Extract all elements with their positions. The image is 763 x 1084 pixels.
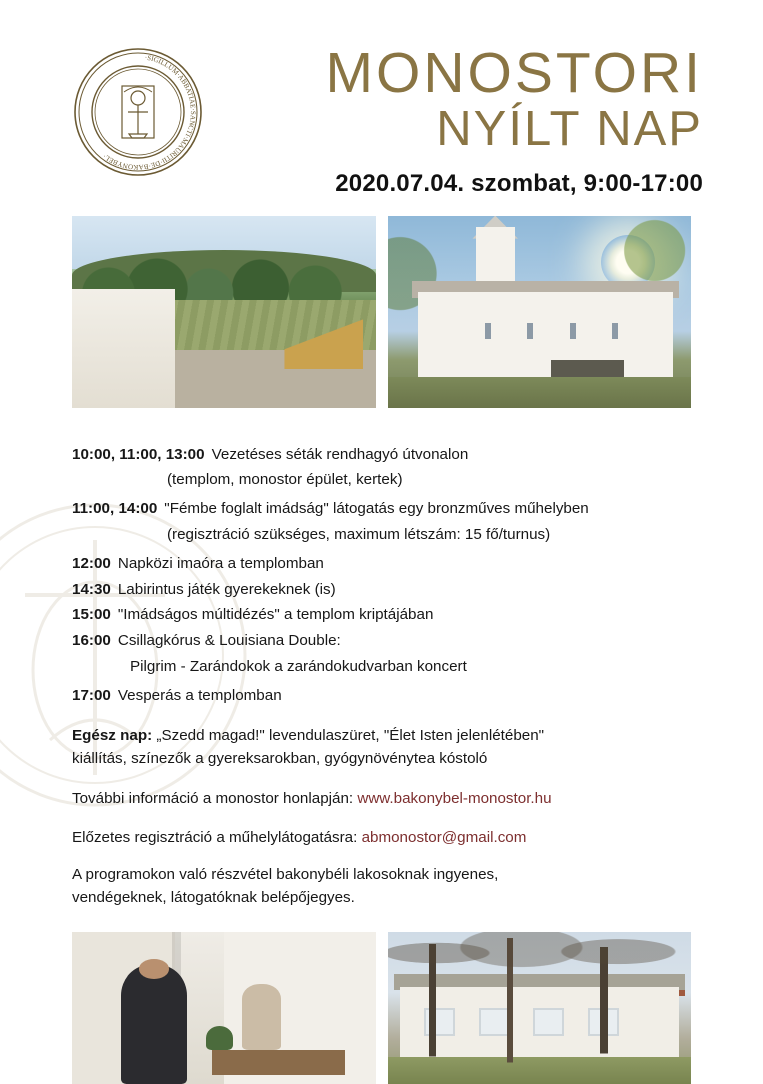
program-time: 14:30: [72, 580, 111, 598]
registration-info: [72, 826, 699, 850]
program-item: [72, 444, 699, 467]
registration-email-link[interactable]: abmonostor@gmail.com: [361, 829, 527, 847]
program-subtext: (regisztráció szükséges, maximum létszám: 15 fő/turnus): [167, 525, 551, 543]
photo-row-top: [0, 198, 763, 408]
program-item: [72, 498, 699, 521]
poster-date: 2020.07.04. szombat, 9:00-17:00: [335, 169, 703, 197]
monastery-building-photo: [388, 932, 692, 1084]
program-item: [72, 553, 699, 576]
registration-label: Előzetes regisztráció a műhelylátogatásra:: [72, 829, 362, 847]
title-block: [204, 38, 715, 198]
all-day-note: [72, 724, 699, 771]
poster-subtitle: NYÍLT NAP: [436, 102, 703, 157]
program-subtext: Pilgrim - Zarándokok a zarándokudvarban koncert: [130, 657, 467, 675]
photo-row-bottom: [0, 910, 763, 1084]
program-time: 10:00, 11:00, 13:00: [72, 445, 205, 463]
program-time: 15:00: [72, 606, 111, 624]
program-time: 17:00: [72, 686, 111, 704]
program-time: 16:00: [72, 632, 111, 650]
monastery-garden-photo: [72, 216, 376, 408]
program-text: "Imádságos múltidézés" a templom kriptájában: [117, 606, 434, 624]
church-tower-photo: [388, 216, 692, 408]
program-text: Napközi imaóra a templomban: [117, 554, 324, 572]
website-link[interactable]: www.bakonybel-monostor.hu: [357, 789, 552, 807]
program-item: [72, 630, 699, 653]
program-text: Vesperás a templomban: [117, 686, 282, 704]
program-item: [72, 685, 699, 708]
program-text: Vezetéses séták rendhagyó útvonalon: [211, 445, 469, 463]
program-time: 12:00: [72, 554, 111, 572]
all-day-text: „Szedd magad!" levendulaszüret, "Élet Isten jelenlétében": [152, 726, 545, 744]
program-text: Csillagkórus & Louisiana Double:: [117, 632, 341, 650]
program-subtext: (templom, monostor épület, kertek): [167, 471, 403, 489]
poster-header: [0, 0, 763, 198]
program-item: [72, 604, 699, 627]
program-content: [0, 408, 763, 910]
monk-praying-photo: [72, 932, 376, 1084]
poster-title: MONOSTORI: [325, 41, 703, 105]
svg-text:·SIGILLUM·ABBATIAE·SANCTI·MAUR: ·SIGILLUM·ABBATIAE·SANCTI·MAURITII·DE·BAKONYBEL·: [101, 53, 197, 172]
monastery-seal-icon: [72, 46, 204, 178]
program-time: 11:00, 14:00: [72, 500, 158, 518]
all-day-text-line2: kiállítás, színezők a gyereksarokban, gyógynövénytea kóstoló: [72, 750, 488, 768]
program-text: Labirintus játék gyerekeknek (is): [117, 580, 336, 598]
program-item: [72, 579, 699, 602]
all-day-label: Egész nap:: [72, 726, 153, 744]
fee-line-1: A programokon való részvétel bakonybéli lakosoknak ingyenes,: [72, 865, 499, 883]
fee-info: [72, 863, 699, 910]
program-text: "Fémbe foglalt imádság" látogatás egy bronzműves műhelyben: [164, 500, 589, 518]
fee-line-2: vendégeknek, látogatóknak belépőjegyes.: [72, 889, 355, 907]
website-info: [72, 787, 699, 811]
website-info-label: További információ a monostor honlapján:: [72, 789, 358, 807]
